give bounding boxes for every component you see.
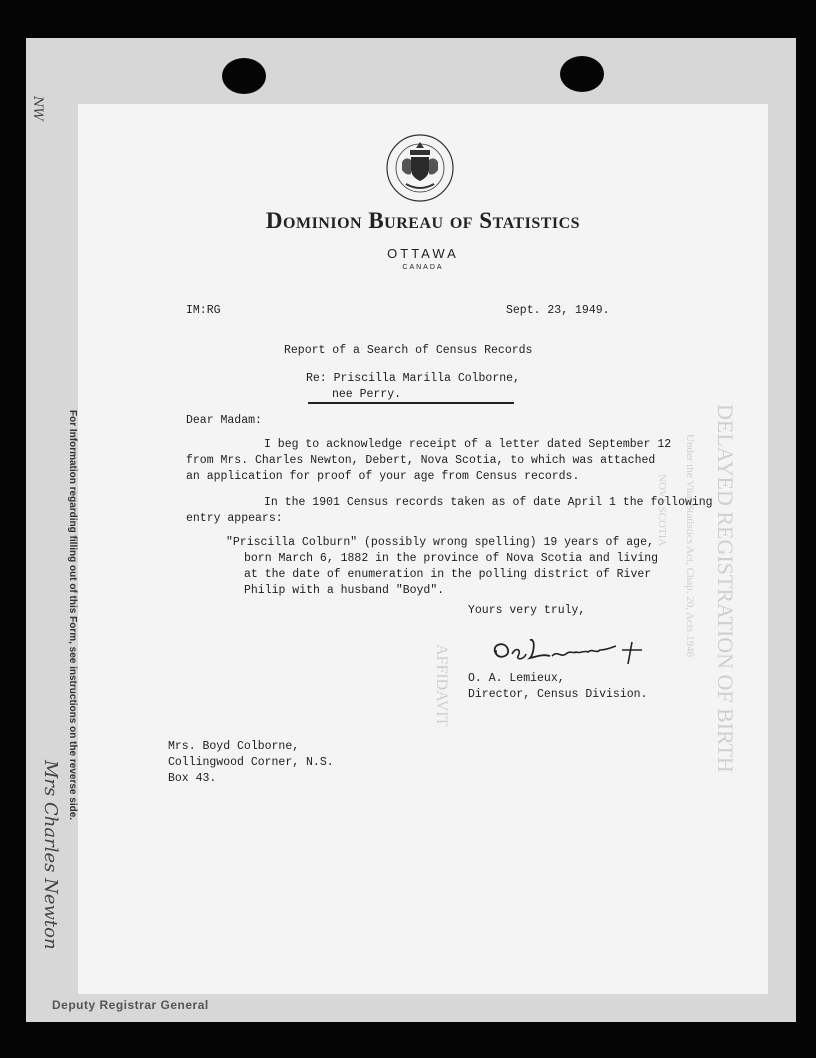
- handwritten-initials: NW: [30, 96, 45, 121]
- paragraph-1-line-1: I beg to acknowledge receipt of a letter dated September 12: [264, 438, 672, 451]
- paragraph-2-line-2: entry appears:: [186, 512, 283, 525]
- census-entry-line-2: born March 6, 1882 in the province of Nova Scotia and living: [244, 552, 659, 565]
- reference-code: IM:RG: [186, 304, 221, 317]
- signer-name: O. A. Lemieux,: [468, 672, 565, 685]
- paragraph-1-line-3: an application for proof of your age from Census records.: [186, 470, 580, 483]
- signer-title: Director, Census Division.: [468, 688, 648, 701]
- punch-hole-left: [222, 58, 266, 94]
- handwritten-name: Mrs Charles Newton: [40, 760, 61, 950]
- bleed-through-affidavit: AFFIDAVIT: [433, 644, 450, 727]
- census-entry-line-3: at the date of enumeration in the polling district of River: [244, 568, 652, 581]
- signature: [482, 632, 662, 672]
- punch-hole-right: [560, 56, 604, 92]
- census-entry-line-1: "Priscilla Colburn" (possibly wrong spelling) 19 years of age,: [226, 536, 654, 549]
- report-heading: Report of a Search of Census Records: [284, 344, 533, 357]
- organization-country: CANADA: [402, 264, 444, 271]
- paragraph-2-line-1: In the 1901 Census records taken as of date April 1 the following: [264, 496, 713, 509]
- letter-date: Sept. 23, 1949.: [506, 304, 610, 317]
- letter-page: [78, 104, 768, 994]
- organization-city: OTTAWA: [387, 246, 459, 261]
- bleed-through-subtitle: Under the Vital Statistics Act, Chap. 20, Acts 1946: [684, 434, 696, 658]
- organization-title: Dominion Bureau of Statistics: [265, 208, 581, 233]
- census-entry-line-4: Philip with a husband "Boyd".: [244, 584, 445, 597]
- closing: Yours very truly,: [468, 604, 586, 617]
- recipient-address: Collingwood Corner, N.S.: [168, 756, 334, 769]
- bleed-through-province: NOVA SCOTIA: [656, 474, 668, 547]
- salutation: Dear Madam:: [186, 414, 262, 427]
- bleed-through-title: DELAYED REGISTRATION OF BIRTH: [713, 404, 738, 773]
- subject-line-continued: nee Perry.: [332, 388, 402, 401]
- subject-line: Re: Priscilla Marilla Colborne,: [306, 372, 520, 385]
- form-instructions-note: For Information regarding filling out of this Form, see instructions on the reverse side.: [67, 410, 78, 821]
- recipient-box: Box 43.: [168, 772, 217, 785]
- recipient-name: Mrs. Boyd Colborne,: [168, 740, 300, 753]
- deputy-registrar-stamp: Deputy Registrar General: [52, 998, 209, 1012]
- paragraph-1-line-2: from Mrs. Charles Newton, Debert, Nova Scotia, to which was attached: [186, 454, 656, 467]
- subject-underline: [308, 402, 514, 404]
- coat-of-arms-seal: [384, 130, 456, 210]
